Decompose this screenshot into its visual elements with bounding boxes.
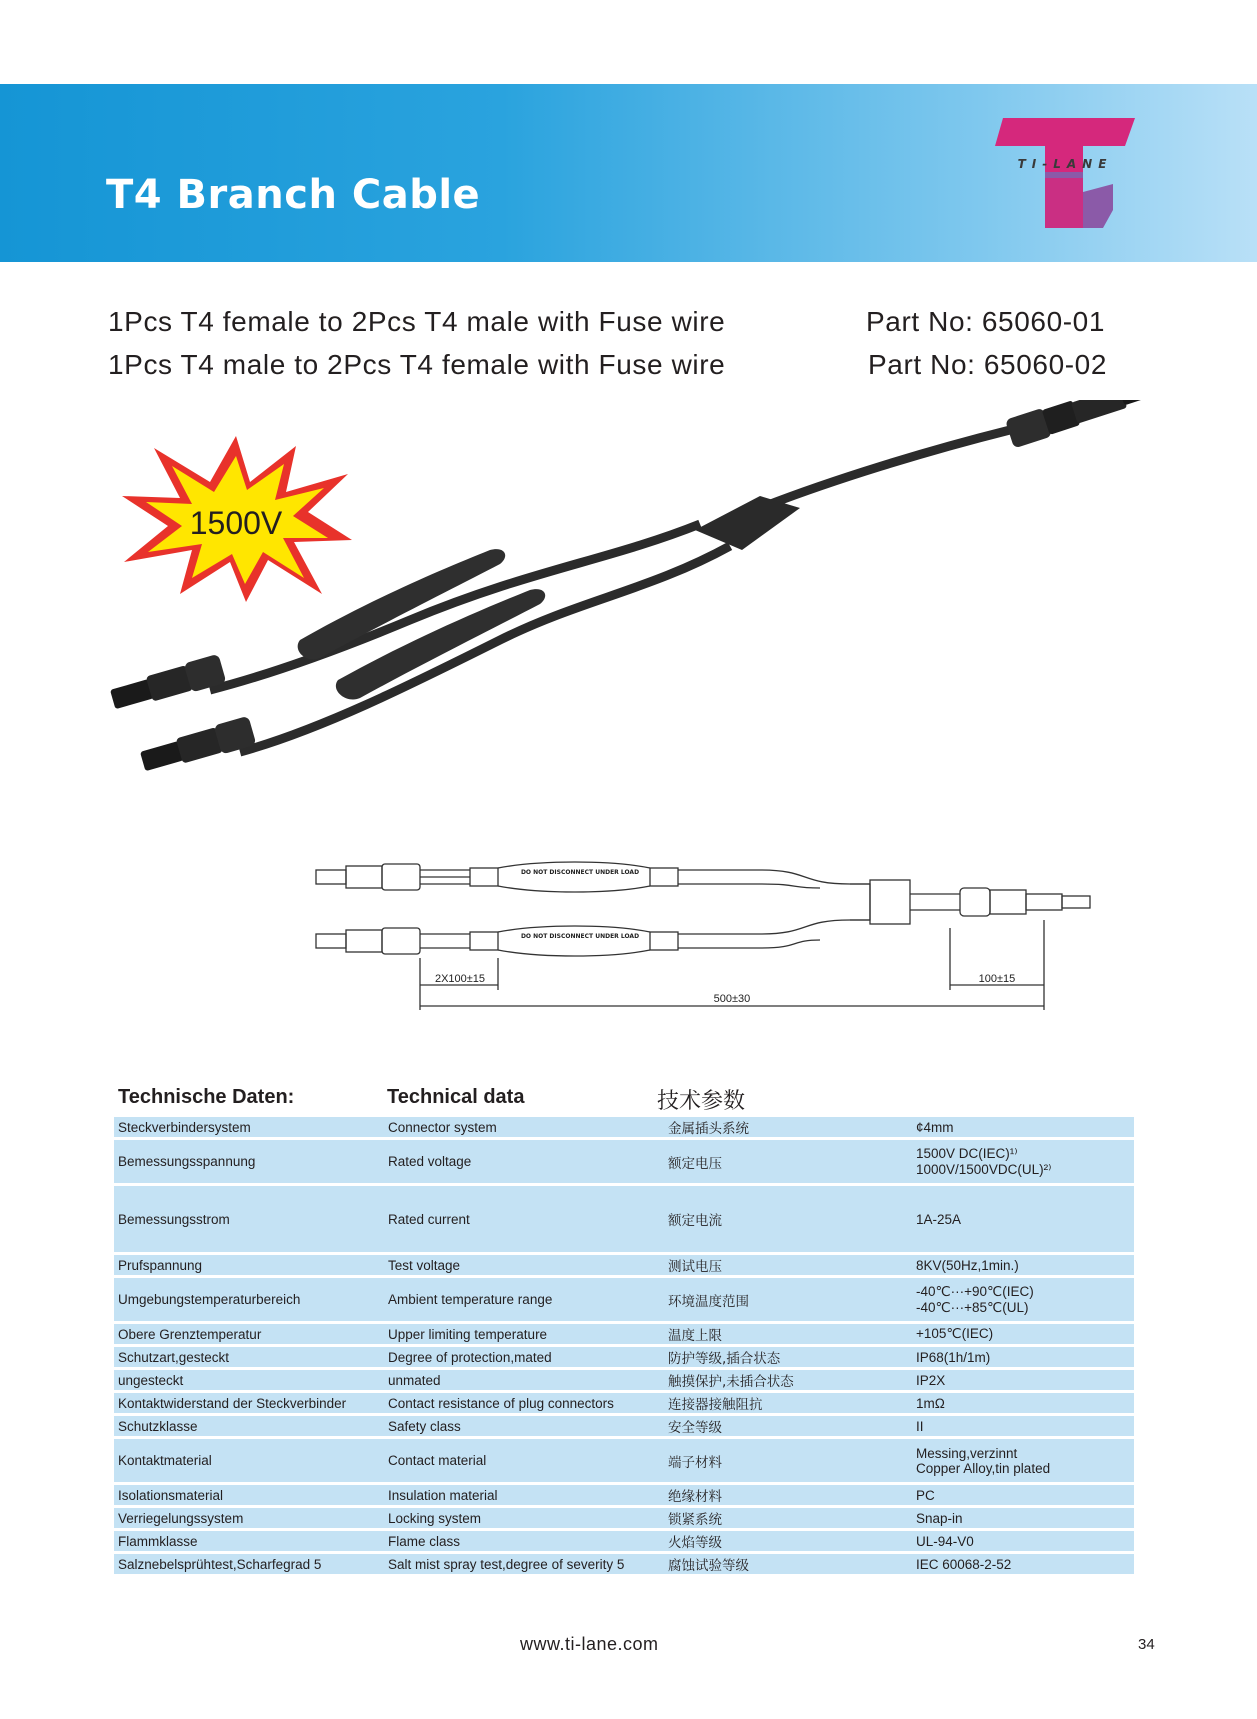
spec-value-line1: 1500V DC(IEC)¹⁾: [916, 1145, 1018, 1161]
website-url: www.ti-lane.com: [520, 1634, 659, 1654]
spec-value-line2: -40℃···+85℃(UL): [916, 1299, 1029, 1315]
spec-value-line1: -40℃···+90℃(IEC): [916, 1283, 1034, 1299]
badge-text: 1500V: [189, 505, 283, 541]
spec-name-cn: 安全等级: [664, 1416, 904, 1436]
spec-name-de: Schutzart,gesteckt: [114, 1347, 384, 1367]
table-row: [114, 1278, 1134, 1321]
spec-name-cn: 金属插头系统: [664, 1117, 904, 1137]
spec-name-de: Umgebungstemperaturbereich: [114, 1278, 384, 1321]
table-row: [114, 1554, 1134, 1574]
spec-value-line1: IP2X: [916, 1372, 946, 1388]
spec-value-line1: IEC 60068-2-52: [916, 1556, 1012, 1572]
spec-name-en: unmated: [384, 1370, 664, 1390]
table-row: [114, 1393, 1134, 1413]
spec-name-en: Ambient temperature range: [384, 1278, 664, 1321]
spec-value: [904, 1324, 1134, 1344]
spec-value: [904, 1439, 1134, 1482]
product-description-2: 1Pcs T4 male to 2Pcs T4 female with Fuse wire: [108, 349, 726, 380]
table-row: [114, 1485, 1134, 1505]
spec-value: [904, 1554, 1134, 1574]
spec-name-en: Locking system: [384, 1508, 664, 1528]
spec-value: [904, 1508, 1134, 1528]
spec-name-de: Bemessungsspannung: [114, 1140, 384, 1183]
spec-name-en: Rated voltage: [384, 1140, 664, 1183]
spec-name-en: Connector system: [384, 1117, 664, 1137]
spec-value: [904, 1255, 1134, 1275]
spec-value-line2: 1000V/1500VDC(UL)²⁾: [916, 1161, 1052, 1177]
spec-name-en: Insulation material: [384, 1485, 664, 1505]
spec-name-cn: 锁紧系统: [664, 1508, 904, 1528]
spec-name-de: Kontaktwiderstand der Steckverbinder: [114, 1393, 384, 1413]
page-number: 34: [1138, 1636, 1155, 1653]
spec-name-de: Bemessungsstrom: [114, 1186, 384, 1252]
spec-name-de: Kontaktmaterial: [114, 1439, 384, 1482]
table-row: [114, 1324, 1134, 1344]
spec-value-line1: 1mΩ: [916, 1395, 945, 1411]
spec-name-en: Test voltage: [384, 1255, 664, 1275]
spec-name-cn: 温度上限: [664, 1324, 904, 1344]
spec-name-en: Rated current: [384, 1186, 664, 1252]
spec-name-cn: 额定电流: [664, 1186, 904, 1252]
spec-value-line1: Messing,verzinnt: [916, 1445, 1018, 1461]
spec-name-en: Contact material: [384, 1439, 664, 1482]
spec-name-cn: 环境温度范围: [664, 1278, 904, 1321]
spec-name-cn: 端子材料: [664, 1439, 904, 1482]
svg-text:TI-LANE: TI-LANE: [1017, 157, 1113, 171]
header-de: Technische Daten:: [118, 1086, 295, 1108]
spec-value: [904, 1485, 1134, 1505]
table-row: [114, 1347, 1134, 1367]
product-description-1: 1Pcs T4 female to 2Pcs T4 male with Fuse wire: [108, 306, 726, 337]
spec-name-de: Isolationsmaterial: [114, 1485, 384, 1505]
dimension-drawing: [310, 840, 1160, 1020]
spec-name-de: Schutzklasse: [114, 1416, 384, 1436]
spec-value: [904, 1531, 1134, 1551]
ti-lane-logo: [985, 114, 1145, 244]
spec-name-de: Verriegelungssystem: [114, 1508, 384, 1528]
spec-value: [904, 1140, 1134, 1183]
spec-value-line2: Copper Alloy,tin plated: [916, 1460, 1051, 1476]
table-row: [114, 1439, 1134, 1482]
part-number-2: Part No: 65060-02: [868, 349, 1108, 380]
spec-value-line1: PC: [916, 1487, 935, 1503]
table-row: [114, 1531, 1134, 1551]
branch-cable-photo: [110, 400, 1180, 840]
spec-name-en: Salt mist spray test,degree of severity 5: [384, 1554, 664, 1574]
spec-name-en: Flame class: [384, 1531, 664, 1551]
spec-name-de: Prufspannung: [114, 1255, 384, 1275]
spec-name-cn: 火焰等级: [664, 1531, 904, 1551]
spec-value-line1: UL-94-V0: [916, 1533, 974, 1549]
spec-value: [904, 1370, 1134, 1390]
spec-name-cn: 连接器接触阻抗: [664, 1393, 904, 1413]
spec-name-de: Obere Grenztemperatur: [114, 1324, 384, 1344]
table-row: [114, 1117, 1134, 1137]
spec-value: [904, 1416, 1134, 1436]
table-row: [114, 1255, 1134, 1275]
table-row: [114, 1186, 1134, 1252]
page-title: T4 Branch Cable: [106, 172, 481, 218]
spec-value-line1: IP68(1h/1m): [916, 1349, 991, 1365]
spec-value-line1: Snap-in: [916, 1510, 963, 1526]
dimension-branch: 100±15: [978, 973, 1016, 985]
spec-value: [904, 1347, 1134, 1367]
spec-name-en: Safety class: [384, 1416, 664, 1436]
spec-name-en: Degree of protection,mated: [384, 1347, 664, 1367]
spec-value: [904, 1117, 1134, 1137]
technical-data-table: [114, 1114, 1134, 1577]
fuse-label-top: DO NOT DISCONNECT UNDER LOAD: [520, 869, 640, 876]
spec-value-line1: 1A-25A: [916, 1211, 962, 1227]
spec-value: [904, 1186, 1134, 1252]
table-row: [114, 1370, 1134, 1390]
spec-name-en: Upper limiting temperature: [384, 1324, 664, 1344]
table-row: [114, 1140, 1134, 1183]
spec-value-line1: +105℃(IEC): [916, 1326, 994, 1341]
spec-name-cn: 防护等级,插合状态: [664, 1347, 904, 1367]
fuse-label-bottom: DO NOT DISCONNECT UNDER LOAD: [520, 933, 640, 940]
spec-value: [904, 1393, 1134, 1413]
dimension-fuse: 2X100±15: [434, 973, 486, 985]
spec-name-de: Flammklasse: [114, 1531, 384, 1551]
spec-name-de: Steckverbindersystem: [114, 1117, 384, 1137]
table-row: [114, 1508, 1134, 1528]
header-cn: 技术参数: [657, 1089, 746, 1114]
table-row: [114, 1416, 1134, 1436]
spec-name-de: ungesteckt: [114, 1370, 384, 1390]
spec-value: [904, 1278, 1134, 1321]
spec-value-line1: 8KV(50Hz,1min.): [916, 1257, 1019, 1273]
spec-name-cn: 测试电压: [664, 1255, 904, 1275]
spec-name-en: Contact resistance of plug connectors: [384, 1393, 664, 1413]
spec-name-de: Salznebelsprühtest,Scharfegrad 5: [114, 1554, 384, 1574]
part-number-1: Part No: 65060-01: [866, 306, 1106, 337]
spec-name-cn: 绝缘材料: [664, 1485, 904, 1505]
spec-value-line1: ¢4mm: [916, 1119, 954, 1135]
spec-name-cn: 额定电压: [664, 1140, 904, 1183]
spec-name-cn: 腐蚀试验等级: [664, 1554, 904, 1574]
header-en: Technical data: [387, 1086, 525, 1108]
dimension-total: 500±30: [713, 993, 751, 1005]
spec-value-line1: II: [916, 1418, 924, 1434]
spec-name-cn: 触摸保护,未插合状态: [664, 1370, 904, 1390]
